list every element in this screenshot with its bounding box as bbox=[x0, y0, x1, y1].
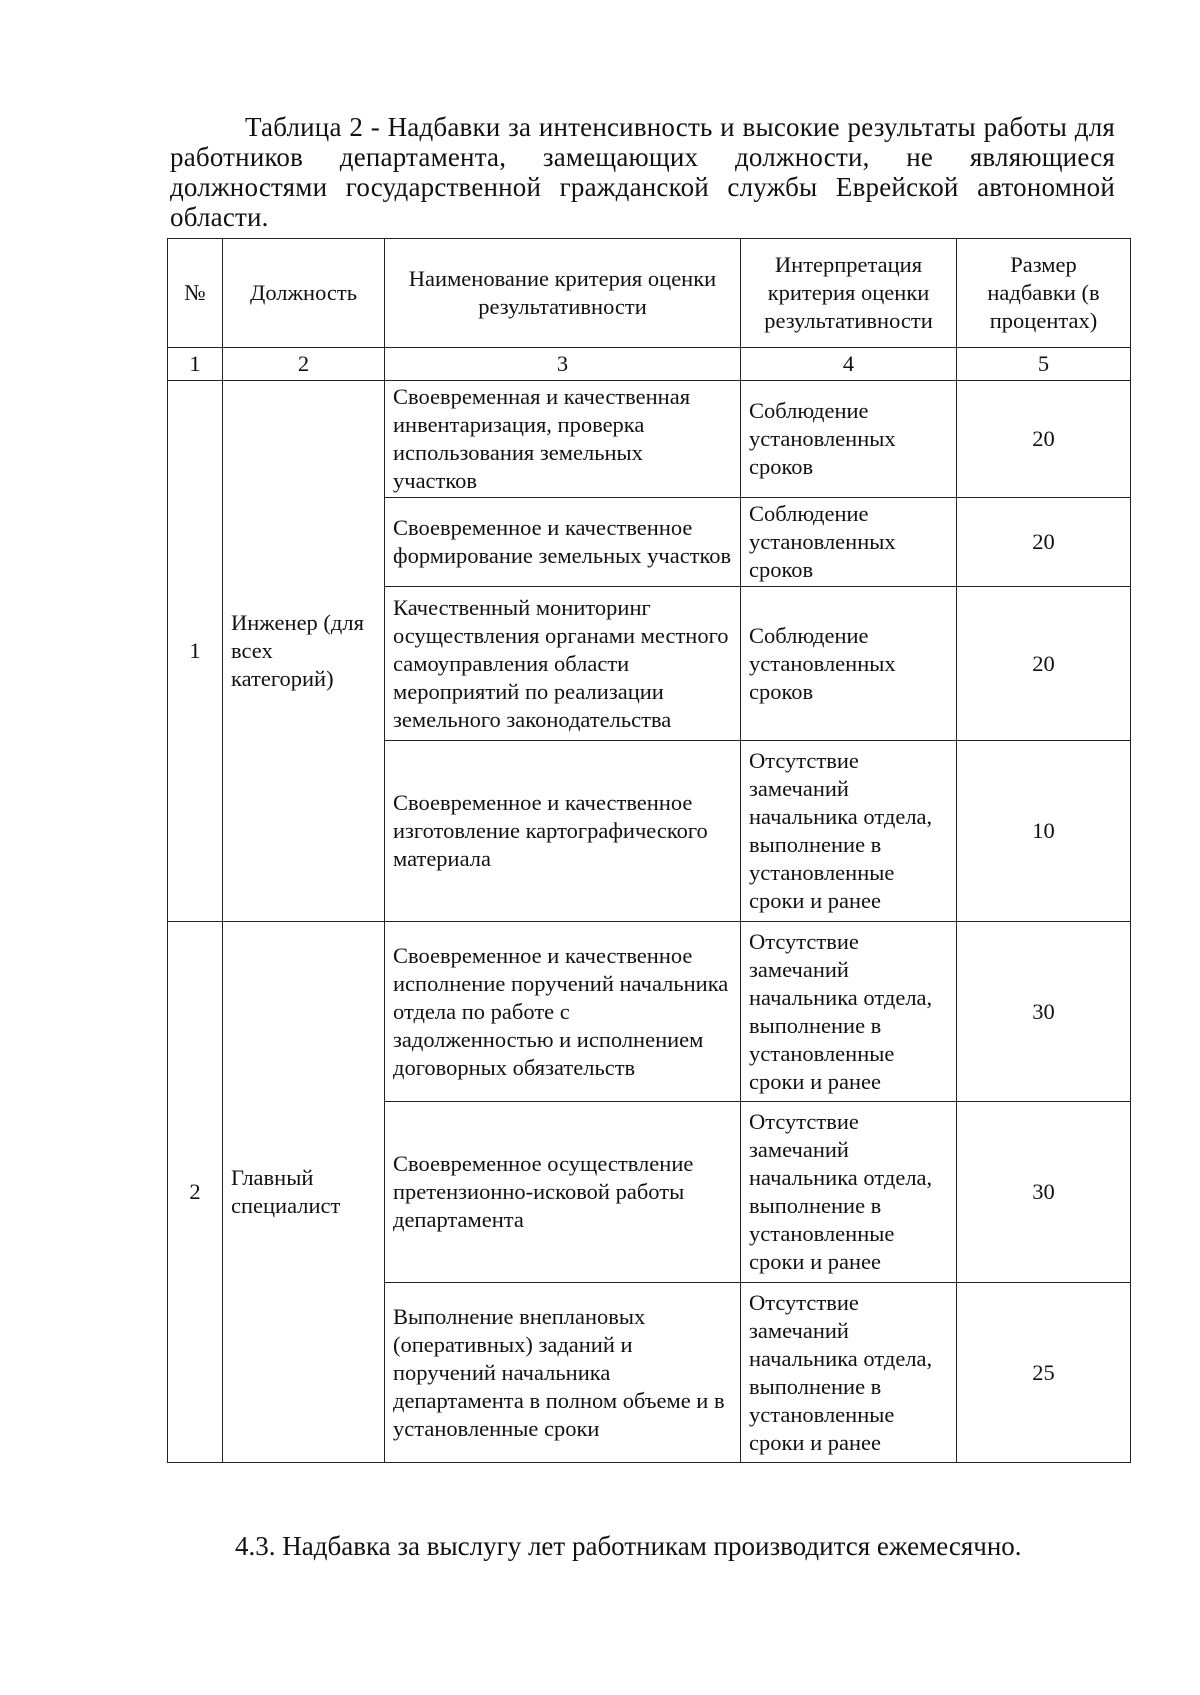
criterion-cell: Качественный мониторинг осуществления органами местного самоуправления области мероприятий по реализации земельного законодательства bbox=[385, 587, 741, 741]
table-row bbox=[168, 922, 1131, 1102]
column-number: 3 bbox=[385, 348, 741, 381]
interpretation-cell: Отсутствие замечаний начальника отдела, выполнение в установленные сроки и ранее bbox=[741, 1283, 957, 1463]
criterion-cell: Своевременное и качественное исполнение поручений начальника отдела по работе с задолженностью и исполнением договорных обязательств bbox=[385, 922, 741, 1102]
position-cell: Главный специалист bbox=[223, 922, 385, 1463]
table-caption: Таблица 2 - Надбавки за интенсивность и высокие результаты работы для работников департамента, замещающих должности, не являющиеся должностями государственной гражданской службы Еврейской автономной области. bbox=[170, 112, 1115, 232]
header-row bbox=[168, 239, 1131, 348]
allowance-value-cell: 20 bbox=[957, 498, 1131, 587]
allowance-value-cell: 25 bbox=[957, 1283, 1131, 1463]
row-number: 1 bbox=[168, 381, 223, 922]
column-number: 2 bbox=[223, 348, 385, 381]
header-size: Размер надбавки (в процентах) bbox=[957, 239, 1131, 348]
allowance-value-cell: 20 bbox=[957, 381, 1131, 498]
header-criterion: Наименование критерия оценки результативности bbox=[385, 239, 741, 348]
allowance-value-cell: 20 bbox=[957, 587, 1131, 741]
column-number: 1 bbox=[168, 348, 223, 381]
interpretation-cell: Отсутствие замечаний начальника отдела, выполнение в установленные сроки и ранее bbox=[741, 741, 957, 922]
criterion-cell: Своевременное осуществление претензионно-исковой работы департамента bbox=[385, 1102, 741, 1283]
column-number-row bbox=[168, 348, 1131, 381]
interpretation-cell: Отсутствие замечаний начальника отдела, выполнение в установленные сроки и ранее bbox=[741, 922, 957, 1102]
row-number: 2 bbox=[168, 922, 223, 1463]
allowance-value-cell: 30 bbox=[957, 922, 1131, 1102]
criterion-cell: Своевременная и качественная инвентаризация, проверка использования земельных участков bbox=[385, 381, 741, 498]
header-position: Должность bbox=[223, 239, 385, 348]
position-cell: Инженер (для всех категорий) bbox=[223, 381, 385, 922]
header-interpretation: Интерпретация критерия оценки результативности bbox=[741, 239, 957, 348]
interpretation-cell: Соблюдение установленных сроков bbox=[741, 587, 957, 741]
interpretation-cell: Отсутствие замечаний начальника отдела, выполнение в установленные сроки и ранее bbox=[741, 1102, 957, 1283]
allowance-table bbox=[167, 238, 1131, 1463]
header-no: № bbox=[168, 239, 223, 348]
table-row bbox=[168, 381, 1131, 498]
column-number: 4 bbox=[741, 348, 957, 381]
allowance-value-cell: 10 bbox=[957, 741, 1131, 922]
interpretation-cell: Соблюдение установленных сроков bbox=[741, 381, 957, 498]
criterion-cell: Своевременное и качественное формирование земельных участков bbox=[385, 498, 741, 587]
interpretation-cell: Соблюдение установленных сроков bbox=[741, 498, 957, 587]
column-number: 5 bbox=[957, 348, 1131, 381]
allowance-value-cell: 30 bbox=[957, 1102, 1131, 1283]
footer-paragraph: 4.3. Надбавка за выслугу лет работникам производится ежемесячно. bbox=[235, 1531, 1022, 1561]
criterion-cell: Выполнение внеплановых (оперативных) заданий и поручений начальника департамента в полном объеме и в установленные сроки bbox=[385, 1283, 741, 1463]
criterion-cell: Своевременное и качественное изготовление картографического материала bbox=[385, 741, 741, 922]
